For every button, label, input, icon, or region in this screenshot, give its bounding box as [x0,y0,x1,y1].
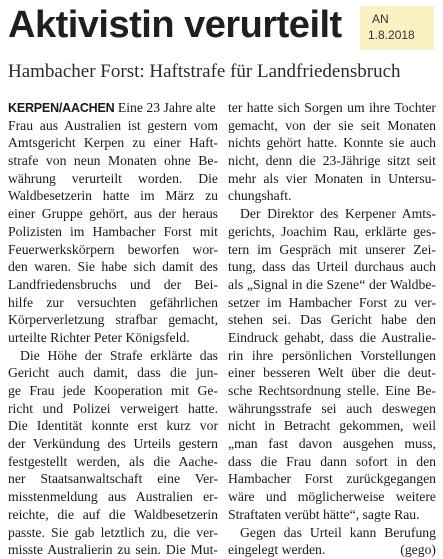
text-line: Frau aus Australien ist gestern vom [8,117,218,133]
text-line: Eindruck gehabt, dass die Australie- [228,329,436,345]
text-line: Hambacher Forst zurückgegangen [228,471,436,487]
dateline: KERPEN/AACHEN [8,101,115,115]
text-line: einer Gruppe gehört, aus der heraus [8,206,218,222]
text-line: der Verkündung des Urteils gestern [8,436,218,452]
article-column-right [228,99,436,559]
headline: Aktivistin verurteilt [8,4,342,46]
text-line: gemacht, von der sie seit Monaten [228,117,436,133]
text-line: richt und Polizei verweigert hatte. [8,400,218,416]
text-line: wäre und möglicherweise weitere [228,489,436,505]
text-line: Amtsgericht Kerpen zu einer Haft- [8,135,218,151]
text-line: mehr als vier Monaten in Untersu- [228,170,436,186]
text-line: Polizisten im Hambacher Forst mit [8,223,218,239]
text-line: sche Rechtsordnung stelle. Eine Be- [228,383,436,398]
author-signature: (gego) [400,542,436,558]
text-line: währung verurteilt worden. Die [8,170,218,186]
text-line: stehen sei. Das Gericht habe den [228,312,436,328]
line-text: eingelegt werden. [228,542,326,558]
publication-date: 1.8.2018 [368,28,415,42]
text-line: „man fast davon ausgehen muss, [228,436,436,452]
text-line: misste Australierin zu sein. Die Mut- [8,542,218,558]
source-label: AN [372,12,389,26]
text-line: ter hatte sich Sorgen um ihre Tochter [228,100,436,115]
text-line: Waldbesetzerin hatte im März zu [8,188,218,204]
text-line: strafe von neun Monaten ohne Be- [8,153,218,169]
text-line: rin ihre persönlichen Vorstellungen [228,347,436,363]
text-line: den waren. Sie habe sich damit des [8,259,218,275]
text-line: dass die Frau dann sofort in den [228,453,436,469]
text-line: Körperverletzung strafbar gemacht, [8,312,218,328]
text-line: Gericht auch damit, dass die jun- [8,365,218,381]
article-column-left [8,99,218,559]
text-line: setzer im Hambacher Forst zu ver- [228,294,436,310]
text-line: chungshaft. [228,188,292,204]
text-line: ge Frau jede Kooperation mit Ge- [8,383,218,398]
text-line: Landfriedensbruchs und der Bei- [8,276,218,292]
text-line: Gegen das Urteil kann Berufung [240,524,436,540]
text-line: einer besseren Welt über die deut- [228,365,436,381]
text-line: Feuerwerkskörpern beworfen wor- [8,241,218,257]
text-line: passte. Sie gab letztlich zu, die ver- [8,524,218,540]
text-line: urteilte Richter Peter Königsfeld. [8,329,190,345]
text-line: festgestellt werden, als die Aache- [8,453,218,469]
text-line: nicht, denn die 23-Jährige sitzt seit [228,153,436,169]
text-line [8,99,218,117]
text-line: ner Staatsanwaltschaft eine Ver- [8,471,218,487]
text-line: nichts gehört hatte. Konnte sie auch [228,135,436,151]
source-date-tag [360,6,434,50]
text-line: tung, dass das Urteil durchaus auch [228,259,436,275]
text-line [228,541,436,559]
text-line: Die Höhe der Strafe erklärte das [20,347,218,363]
subheadline: Hambacher Forst: Haftstrafe für Landfriedensbruch [8,61,401,82]
line-text: Eine 23 Jahre alte [114,100,216,115]
text-line: hilfe zur versuchten gefährlichen [8,294,218,310]
text-line: tern im Gespräch mit unserer Zei- [228,241,436,257]
text-line: währungsstrafe sei auch deswegen [228,400,436,416]
text-line: Der Direktor des Kerpener Amts- [240,206,436,222]
text-line: Die Identität konnte erst kurz vor [8,418,218,434]
text-line: als „Signal in die Szene“ der Waldbe- [228,276,436,292]
text-line: reichte, die auf die Waldbesetzerin [8,506,218,522]
text-line: gerichts, Joachim Rau, erklärte ges- [228,223,436,239]
text-line: misstenmeldung aus Australien er- [8,489,218,505]
text-line: nicht in Betracht gekommen, weil [228,418,436,434]
text-line: Straftaten verübt hätte“, sagte Rau. [228,506,420,522]
